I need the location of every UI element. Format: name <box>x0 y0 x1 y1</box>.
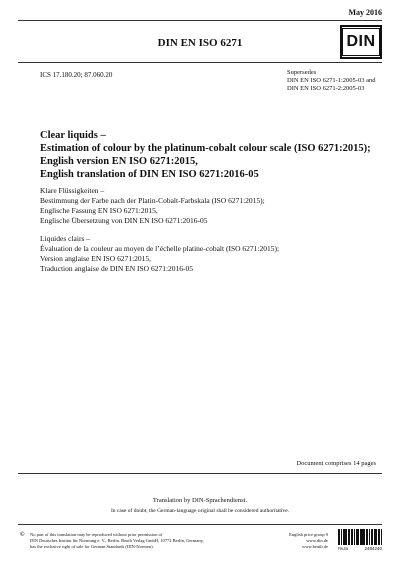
din-logo-text: DIN <box>342 28 380 56</box>
barcode-stripe <box>345 529 347 545</box>
copyright-line: No part of this translation may be reproduced without prior permission of <box>30 532 163 537</box>
french-title-line: Évaluation de la couleur au moyen de l’échelle platine-cobalt (ISO 6271:2015); <box>40 244 280 253</box>
french-title <box>40 234 279 274</box>
title-line: Clear liquids – <box>40 130 106 141</box>
barcode-number: 2484240 <box>364 546 382 551</box>
footer-rule <box>18 524 382 525</box>
title-line: English translation of DIN EN ISO 6271:2016-05 <box>40 169 259 180</box>
french-title-line: Version anglaise EN ISO 6271:2015, <box>40 254 152 263</box>
english-title <box>40 129 370 181</box>
barcode-stripe <box>379 529 380 545</box>
price-info <box>278 532 328 550</box>
price-group: English price group 9 <box>289 532 328 537</box>
comprises-rule <box>18 473 382 474</box>
barcode-stripe <box>369 529 370 545</box>
supersedes-block <box>287 69 375 93</box>
copyright-icon: © <box>20 532 25 538</box>
barcode <box>338 529 382 545</box>
german-title-line: Bestimmung der Farbe nach der Platin-Cobalt-Farbskala (ISO 6271:2015); <box>40 196 265 205</box>
title-line: Estimation of colour by the platinum-cobalt colour scale (ISO 6271:2015); <box>40 143 371 154</box>
title-line: English version EN ISO 6271:2015, <box>40 156 198 167</box>
publication-date: May 2016 <box>348 8 382 17</box>
supersedes-label: Supersedes <box>287 69 317 76</box>
german-title-line: Englische Übersetzung von DIN EN ISO 6271:2016-05 <box>40 216 208 225</box>
barcode-stripe <box>381 529 382 545</box>
din-website: www.din.de <box>306 538 328 543</box>
translation-credit: Translation by DIN-Sprachendienst. <box>152 497 248 504</box>
german-title-line: Englische Fassung EN ISO 6271:2015, <box>40 206 158 215</box>
french-title-line: Liquides clairs – <box>40 234 90 243</box>
beuth-website: www.beuth.de <box>302 544 328 549</box>
standard-number: DIN EN ISO 6271 <box>157 37 243 49</box>
ics-codes: ICS 17.180.20; 87.060.20 <box>40 71 113 79</box>
french-title-line: Traduction anglaise de DIN EN ISO 6271:2016-05 <box>40 264 194 273</box>
copyright-line: has the exclusive right of sale for German Standards (DIN-Normen). <box>30 544 154 549</box>
barcode-numbers <box>338 546 382 551</box>
copyright-line: DIN Deutsches Institut für Normung e. V., Berlin. Beuth Verlag GmbH, 10772 Berlin, Germany, <box>30 538 204 543</box>
german-title-line: Klare Flüssigkeiten – <box>40 186 105 195</box>
supersedes-line: DIN EN ISO 6271-1:2005-03 and <box>287 77 376 84</box>
barcode-stripe <box>362 529 363 545</box>
barcode-stripe <box>349 529 350 545</box>
barcode-code: !%Ja <box>338 546 349 551</box>
top-rule <box>18 20 382 21</box>
supersedes-line: DIN EN ISO 6271-2:2005-03 <box>287 85 365 92</box>
header-rule <box>18 62 382 63</box>
din-logo <box>340 25 382 59</box>
authoritative-note: In case of doubt, the German-language original shall be considered authoritative. <box>110 508 290 514</box>
copyright-notice <box>30 532 260 550</box>
page-count: Document comprises 14 pages <box>296 460 376 467</box>
german-title <box>40 186 265 226</box>
